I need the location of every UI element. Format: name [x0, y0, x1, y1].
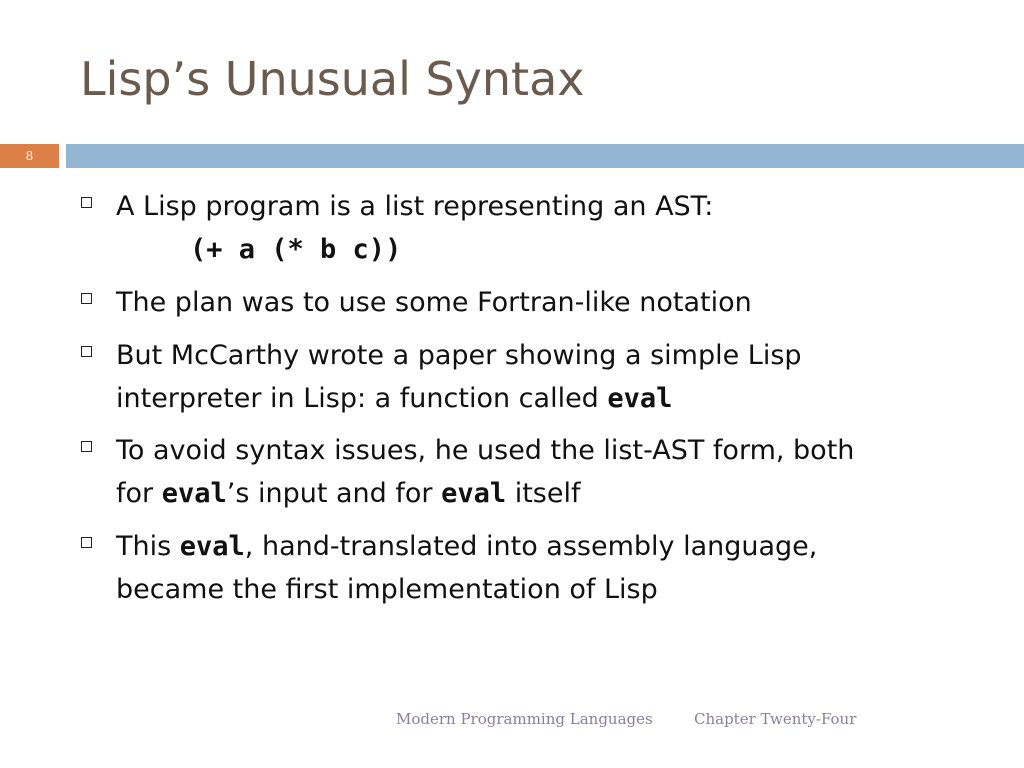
code-eval: eval	[441, 478, 507, 509]
bullet-square-icon	[81, 441, 92, 452]
bullet-text: The plan was to use some Fortran-like notation	[116, 287, 752, 318]
bullet-text-line-1: To avoid syntax issues, he used the list-AST form, both	[116, 435, 855, 466]
text-segment: itself	[506, 478, 581, 509]
bullet-square-icon	[81, 346, 92, 357]
code-eval: eval	[161, 478, 227, 509]
text-segment: interpreter in Lisp: a function called	[116, 383, 608, 414]
text-segment: for	[116, 478, 162, 509]
code-example: (+ a (* b c))	[190, 234, 402, 265]
bullet-text-line-2	[116, 472, 976, 515]
bullet-square-icon	[81, 537, 92, 548]
text-segment: ’s input and for	[226, 478, 442, 509]
footer-chapter: Chapter Twenty-Four	[694, 710, 857, 728]
slide-number: 8	[0, 144, 59, 168]
text-segment: This	[116, 531, 180, 562]
bullet-text-line-1	[116, 525, 976, 568]
bullet-text: A Lisp program is a list representing an AST:	[116, 191, 714, 222]
code-eval: eval	[179, 531, 245, 562]
bullet-text-line-2: became the first implementation of Lisp	[116, 574, 658, 605]
header-bar	[66, 144, 1024, 168]
code-eval: eval	[607, 383, 673, 414]
bullet-text-line-1: But McCarthy wrote a paper showing a simple Lisp	[116, 340, 802, 371]
slide-title: Lisp’s Unusual Syntax	[80, 52, 585, 106]
bullet-text-line-2	[116, 377, 976, 420]
text-segment: , hand-translated into assembly language,	[244, 531, 818, 562]
bullet-square-icon	[81, 197, 92, 208]
footer-course: Modern Programming Languages	[396, 710, 653, 728]
bullet-square-icon	[81, 293, 92, 304]
